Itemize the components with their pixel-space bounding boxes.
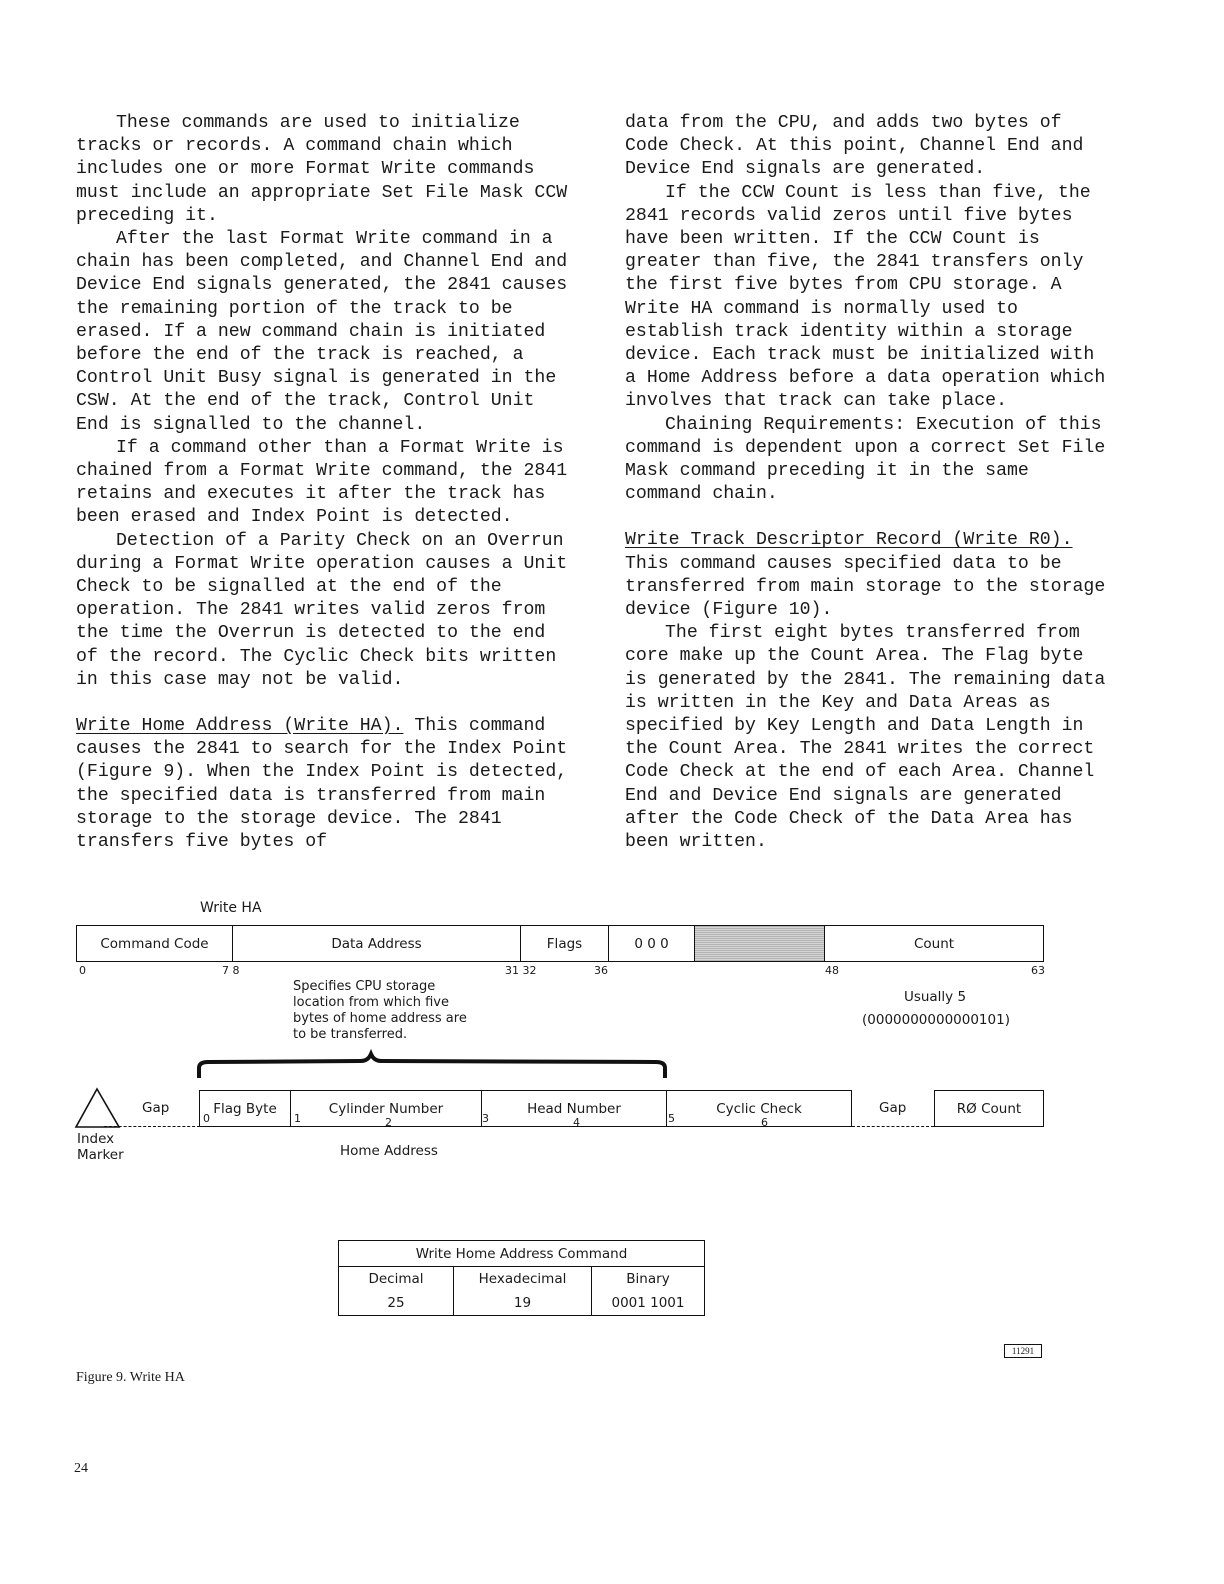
gap-label: Gap — [142, 1100, 170, 1116]
ccw-field-command-code: Command Code — [100, 935, 209, 952]
paragraph: If a command other than a Format Write is chained from a Format Write command, the 2841 retains and executes it after the track has been erased and Index Point is detected. — [76, 437, 568, 528]
paragraph-chaining: Chaining Requirements: Execution of this command is dependent upon a correct Set File Mask command preceding it in the same command chain. — [625, 414, 1106, 505]
paragraph-write-r0 — [625, 529, 1115, 622]
count-note-usually: Usually 5 — [903, 989, 967, 1005]
count-note-binary: (0000000000000101) — [862, 1012, 1010, 1028]
table-header-decimal: Decimal — [339, 1267, 454, 1292]
table-header-hexadecimal: Hexadecimal — [454, 1267, 592, 1292]
paragraph: These commands are used to initialize tracks or records. A command chain which includes one or more Format Write commands must include an appropriate Set File Mask CCW preceding it. — [76, 113, 568, 226]
home-address-label: Home Address — [340, 1143, 438, 1159]
ccw-field-unused-shaded — [694, 926, 824, 961]
track-field-cylinder-number: Cylinder Number — [290, 1091, 481, 1126]
ccw-field-count: Count — [824, 926, 1043, 961]
section-heading-write-ha: Write Home Address (Write HA). — [76, 716, 404, 737]
bit-tick: 0 — [79, 964, 86, 977]
byte-tick: 4 — [573, 1116, 580, 1129]
figure-stamp: 11291 — [1004, 1344, 1042, 1358]
byte-tick: 1 — [294, 1112, 301, 1125]
byte-tick: 6 — [761, 1116, 768, 1129]
ccw-title: Write HA — [200, 900, 262, 916]
bit-tick: 48 — [825, 964, 839, 977]
table-value-binary: 0001 1001 — [592, 1292, 705, 1316]
paragraph: The first eight bytes transferred from core make up the Count Area. The Flag byte is generated by the 2841. The remaining data is written in the Key and Data Areas as specified by Key Length and Data Length in the Count Area. The 2841 writes the correct Code Check at the end of each Area. Channel End and Device End signals are generated after the Code Check of the Data Area has been written. — [625, 623, 1106, 853]
write-home-address-command-table — [338, 1240, 705, 1316]
bit-tick: 36 — [594, 964, 608, 977]
gap-dashed-line — [852, 1126, 934, 1127]
track-field-flag-byte: Flag Byte — [213, 1100, 277, 1117]
table-value-decimal: 25 — [339, 1292, 454, 1316]
byte-tick: 5 — [668, 1112, 675, 1125]
bit-tick: 7 8 — [222, 964, 240, 977]
r0-count-label: RØ Count — [956, 1100, 1022, 1117]
index-marker-triangle-icon — [74, 1086, 122, 1130]
gap-label: Gap — [879, 1100, 907, 1116]
track-field-cyclic-check: Cyclic Check — [666, 1091, 851, 1126]
paragraph: After the last Format Write command in a chain has been completed, and Channel End and Device End signals generated, the 2841 causes the remaining portion of the track to be erased. If a new command chain is initiated before the end of the track is reached, a Control Unit Busy signal is generated in the CSW. At the end of the track, Control Unit End is signalled to the channel. — [76, 229, 568, 435]
bit-tick: 63 — [1031, 964, 1045, 977]
right-column — [625, 112, 1115, 854]
gap-dashed-line — [104, 1126, 200, 1127]
left-column — [76, 112, 576, 854]
byte-tick: 3 — [482, 1112, 489, 1125]
track-field-head-number: Head Number — [481, 1091, 666, 1126]
table-title: Write Home Address Command — [339, 1241, 705, 1267]
ccw-field-data-address: Data Address — [232, 926, 520, 961]
r0-count-box — [934, 1090, 1044, 1127]
paragraph: data from the CPU, and adds two bytes of Code Check. At this point, Channel End and Device End signals are generated. — [625, 113, 1084, 180]
table-value-hexadecimal: 19 — [454, 1292, 592, 1316]
section-heading-write-r0: Write Track Descriptor Record (Write R0). — [625, 530, 1073, 551]
figure-caption: Figure 9. Write HA — [76, 1370, 185, 1385]
bit-tick: 31 32 — [505, 964, 537, 977]
paragraph-text: This command causes specified data to be transferred from main storage to the storage device (Figure 10). — [625, 553, 1106, 621]
paragraph-write-ha — [76, 715, 576, 854]
byte-tick: 0 — [203, 1112, 210, 1125]
byte-tick: 2 — [385, 1116, 392, 1129]
ccw-field-flags: Flags — [520, 926, 608, 961]
paragraph-text: This command causes the 2841 to search for the Index Point (Figure 9). When the Index Point is detected, the specified data is transferred from main storage to the storage device. The 2841 transfers five bytes of — [76, 716, 568, 853]
paragraph: If the CCW Count is less than five, the 2841 records valid zeros until five bytes have been written. If the CCW Count is greater than five, the 2841 transfers only the first five bytes from CPU storage. A Write HA command is normally used to establish track identity within a storage device. Each track must be initialized with a Home Address before a data operation which involves that track can take place. — [625, 182, 1106, 412]
data-address-note: Specifies CPU storage location from which five bytes of home address are to be transferred. — [293, 979, 467, 1042]
home-address-brace — [196, 1024, 672, 1080]
page-number: 24 — [74, 1461, 88, 1476]
index-marker-label: Index Marker — [77, 1131, 124, 1163]
ccw-format-box — [76, 925, 1044, 962]
ccw-field-zeros: 0 0 0 — [608, 926, 694, 961]
paragraph: Detection of a Parity Check on an Overrun during a Format Write operation causes a Unit Check to be signalled at the end of the operation. The 2841 writes valid zeros from the time the Overrun is detected to the end of the record. The Cyclic Check bits written in this case may not be valid. — [76, 530, 568, 690]
table-header-binary: Binary — [592, 1267, 705, 1292]
